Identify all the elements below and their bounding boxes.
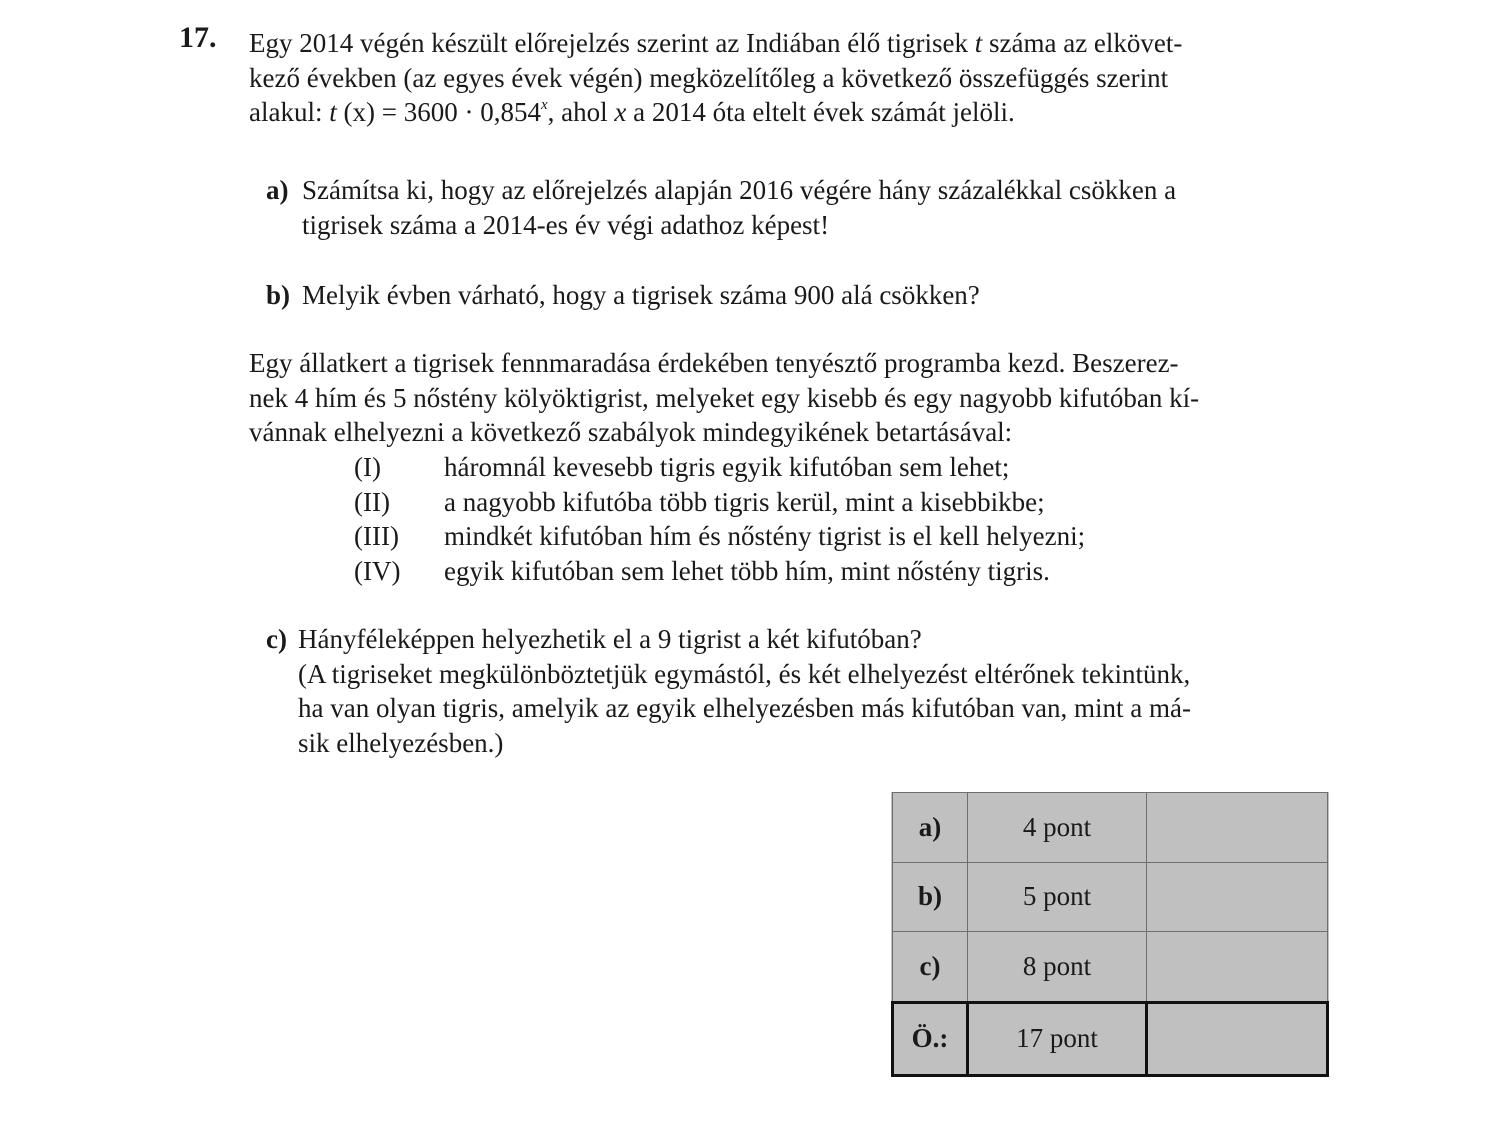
question-a-label: a) (266, 175, 289, 205)
rule-item (354, 450, 1085, 485)
score-row (893, 793, 1328, 863)
rules-list (354, 450, 1085, 588)
intro-line-1: Egy 2014 végén készült előrejelzés szerint az Indiában élő tigrisek t száma az elkövet- (249, 28, 1183, 58)
question-c-line: sik elhelyezésben.) (298, 727, 504, 758)
rule-item (354, 554, 1085, 589)
rule-number: (IV) (354, 555, 401, 586)
zoo-line: Egy állatkert a tigrisek fennmaradása érdekében tenyésztő programba kezd. Beszerez- (249, 348, 1179, 378)
rule-number: (I) (354, 452, 381, 482)
score-row (893, 932, 1328, 1003)
problem-intro (249, 26, 1310, 130)
question-b-label: b) (266, 280, 291, 310)
question-c-line: ha van olyan tigris, amelyik az egyik elhelyezésben más kifutóban van, mint a má- (298, 693, 1191, 723)
score-part-label: a) (893, 793, 968, 863)
rule-text: háromnál kevesebb tigris egyik kifutóban sem lehet; (444, 452, 1010, 482)
formula: t $(x) = 3600 \cdot 0,854^x$ (329, 97, 548, 127)
question-a-text (302, 173, 1310, 242)
score-total-points: 17 pont (968, 1002, 1147, 1075)
problem-number: 17. (179, 21, 217, 54)
score-total-label: Ö.: (893, 1002, 968, 1075)
score-part-label: b) (893, 862, 968, 932)
question-c-line: Hányféleképpen helyezhetik el a 9 tigrist a két kifutóban? (298, 624, 922, 654)
rule-text: a nagyobb kifutóba több tigris kerül, mint a kisebbikbe; (444, 486, 1045, 517)
rule-item (354, 519, 1085, 554)
score-blank-cell (1147, 862, 1328, 932)
rule-number: (III) (354, 521, 399, 551)
zoo-paragraph (249, 346, 1310, 450)
score-row (893, 862, 1328, 932)
question-b-text: Melyik évben várható, hogy a tigrisek száma 900 alá csökken? (302, 280, 980, 310)
score-table (891, 792, 1329, 1077)
question-c-line: (A tigriseket megkülönböztetjük egymástól, és két elhelyezést eltérőnek tekintünk, (298, 658, 1191, 689)
question-a-line: Számítsa ki, hogy az előrejelzés alapján 2016 végére hány százalékkal csökken a (302, 175, 1177, 205)
question-c-label: c) (266, 624, 287, 654)
score-points: 5 pont (968, 862, 1147, 932)
rule-number: (II) (354, 486, 390, 517)
rule-item (354, 485, 1085, 520)
score-total-blank-cell (1147, 1002, 1328, 1075)
question-a-line: tigrisek száma a 2014-es év végi adathoz képest! (302, 209, 830, 240)
score-points: 8 pont (968, 932, 1147, 1003)
score-points: 4 pont (968, 793, 1147, 863)
score-part-label: c) (893, 932, 968, 1003)
zoo-line: vánnak elhelyezni a következő szabályok mindegyikének betartásával: (249, 417, 1013, 447)
score-blank-cell (1147, 793, 1328, 863)
zoo-line: nek 4 hím és 5 nőstény kölyöktigrist, melyeket egy kisebb és egy nagyobb kifutóban kí- (249, 382, 1200, 413)
question-c-text (298, 622, 1310, 760)
formula-exponent: x (540, 97, 548, 113)
rule-text: egyik kifutóban sem lehet több hím, mint nőstény tigris. (444, 555, 1050, 586)
intro-line-3: alakul: t $(x) = 3600 \cdot 0,854^x$, ahol x a 2014 óta eltelt évek számát jelöli. (249, 97, 1015, 127)
score-total-row (893, 1002, 1328, 1075)
rule-text: mindkét kifutóban hím és nőstény tigrist is el kell helyezni; (444, 521, 1086, 551)
score-blank-cell (1147, 932, 1328, 1003)
intro-line-2: kező években (az egyes évek végén) megközelítőleg a következő összefüggés szerint (249, 62, 1169, 93)
